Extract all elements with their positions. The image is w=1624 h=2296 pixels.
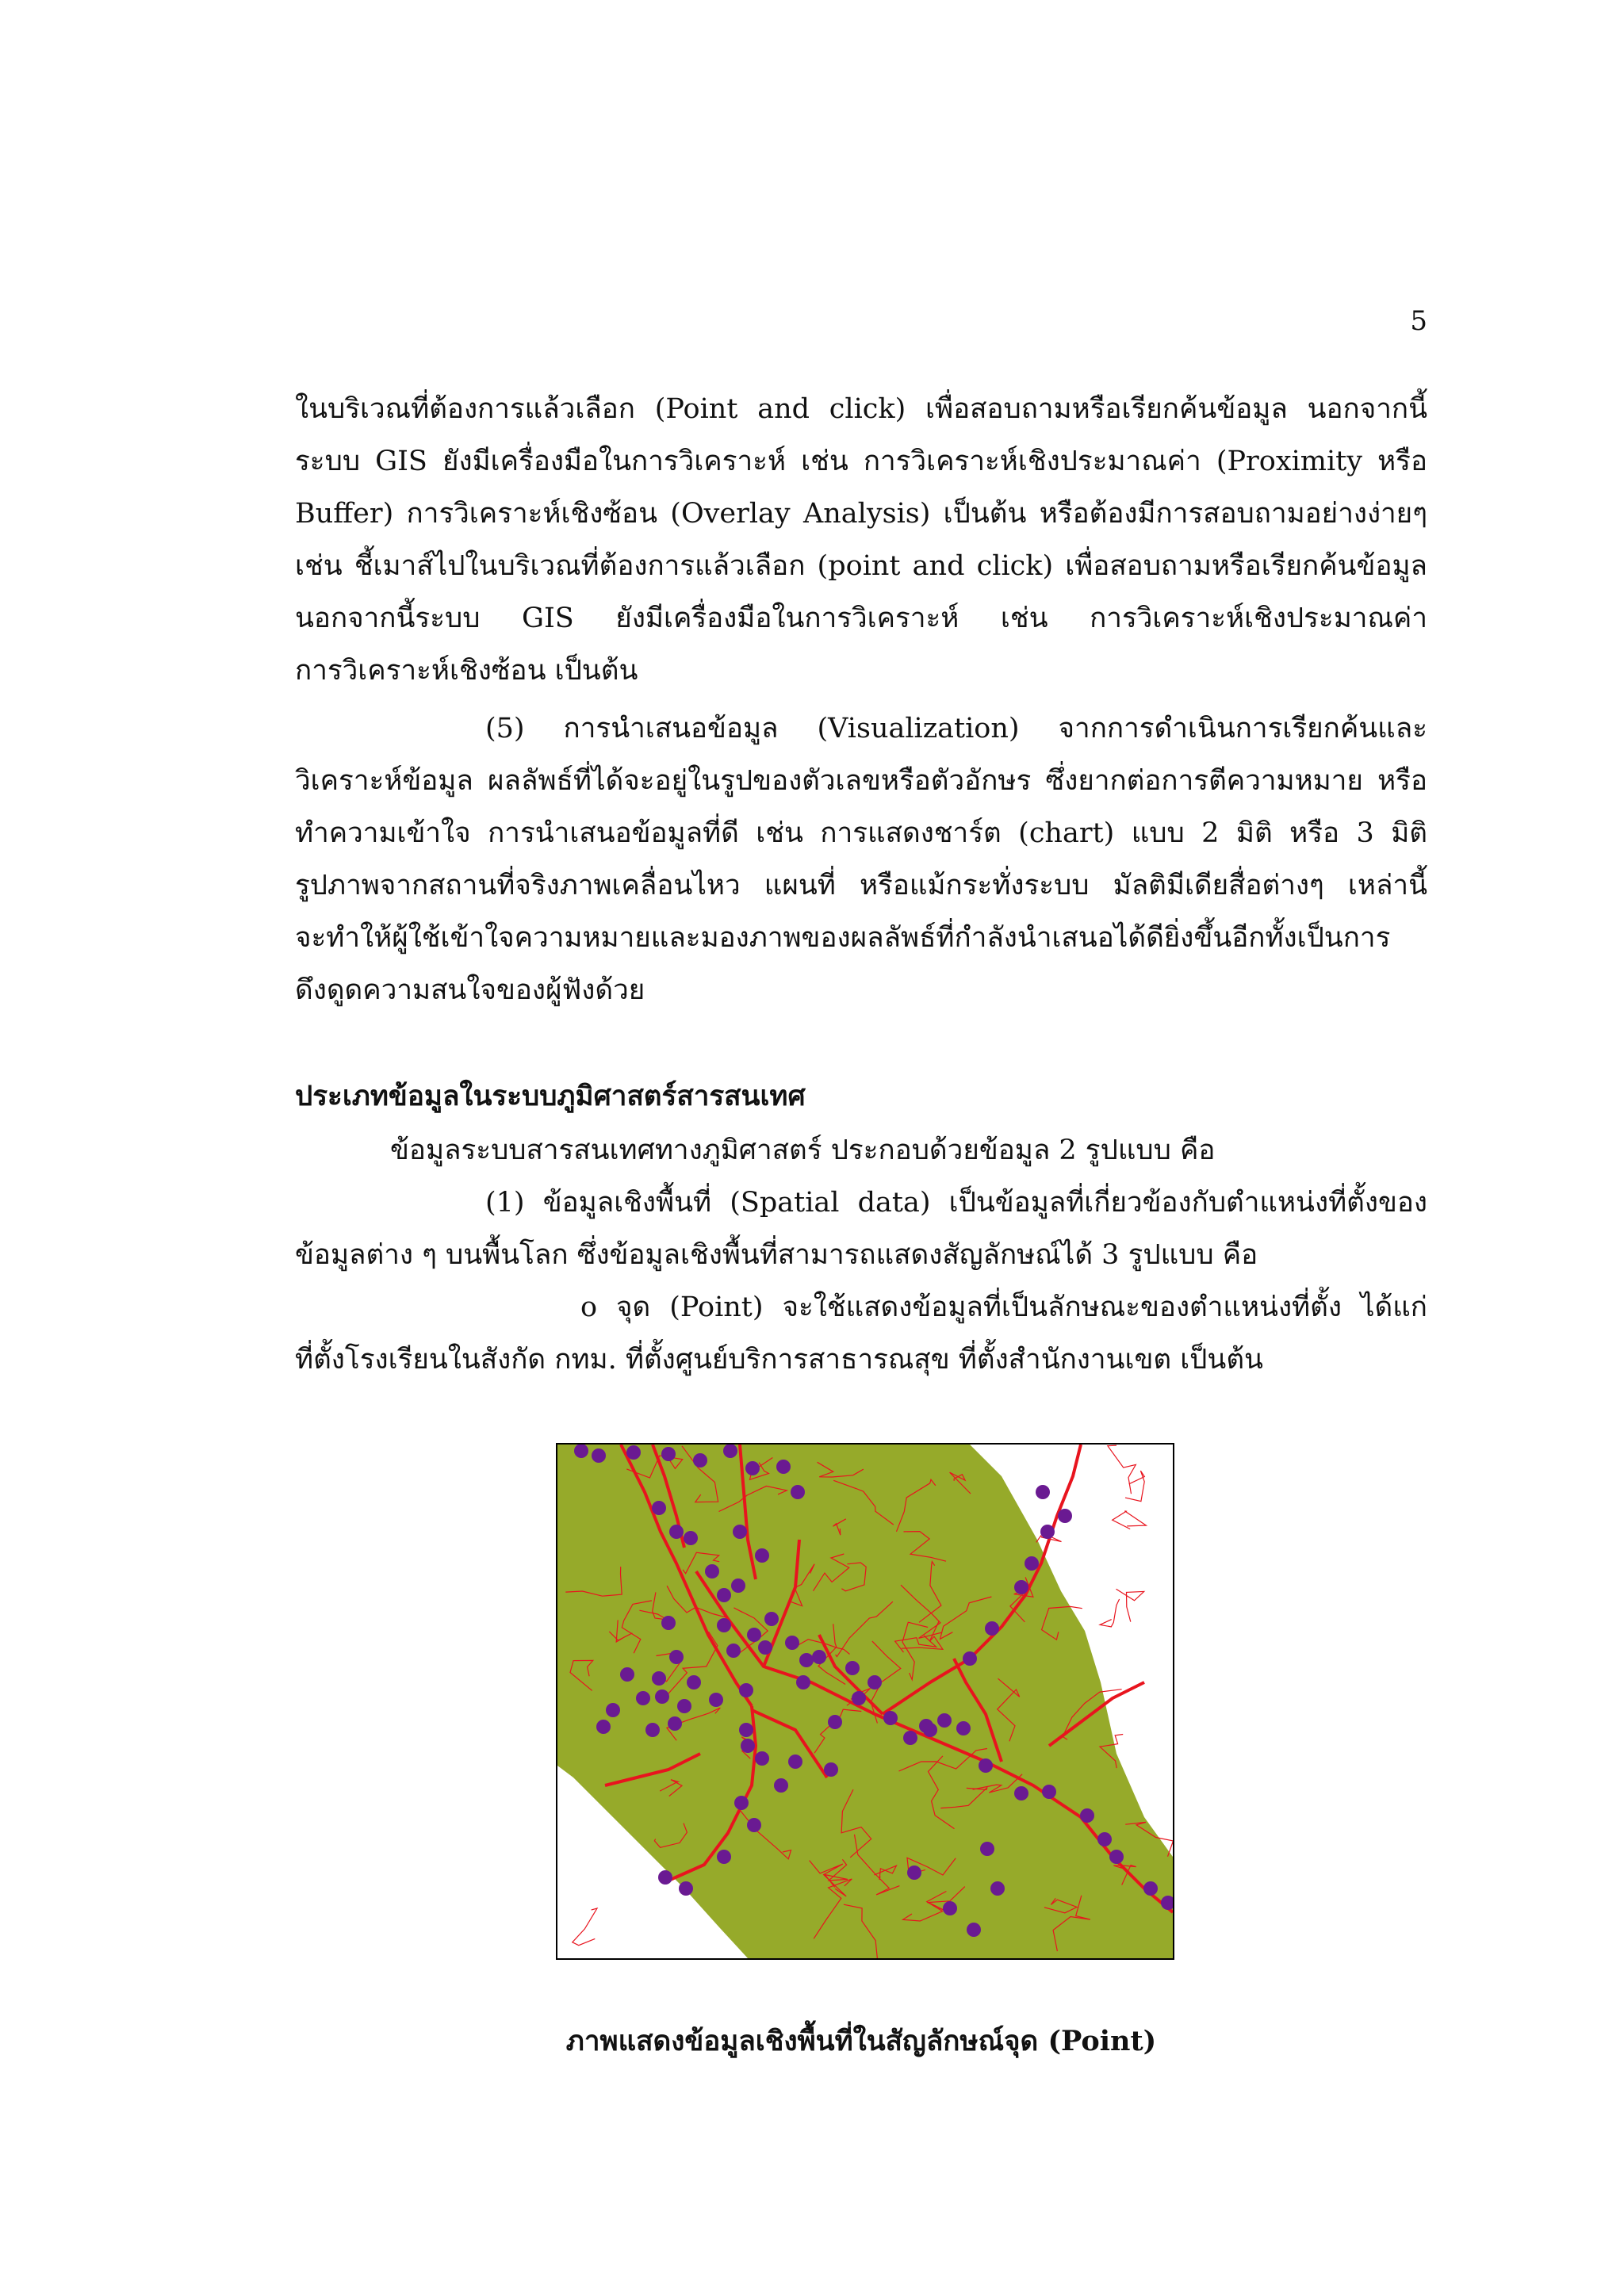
paragraph-gis-analysis: [295, 383, 1427, 697]
point-symbol: [1080, 1808, 1094, 1823]
point-symbol: [1040, 1525, 1055, 1539]
point-symbol: [668, 1716, 682, 1731]
point-symbol: [1143, 1881, 1158, 1896]
point-symbol: [731, 1578, 745, 1593]
point-symbol: [774, 1778, 788, 1793]
point-symbol: [1014, 1786, 1028, 1800]
text-line: ดึงดูดความสนใจของผู้ฟังด้วย: [295, 974, 645, 1006]
point-symbol: [755, 1548, 769, 1563]
point-symbol: [726, 1644, 741, 1658]
point-symbol: [652, 1501, 666, 1515]
text-line: (1) ข้อมูลเชิงพื้นที่ (Spatial data) เป็นข้อมูลที่เกี่ยวข้องกับตำแหน่งที่ตั้งของ: [485, 1187, 1427, 1219]
minor-road: [1100, 1599, 1120, 1627]
point-symbol: [758, 1640, 772, 1655]
point-symbol: [1058, 1509, 1072, 1523]
point-symbol: [907, 1866, 921, 1880]
point-symbol: [824, 1762, 838, 1777]
point-symbol: [785, 1636, 799, 1650]
point-symbol: [693, 1453, 707, 1468]
point-symbol: [655, 1689, 669, 1704]
point-symbol: [967, 1923, 981, 1937]
point-symbol: [596, 1720, 611, 1734]
text-line: รูปภาพจากสถานที่จริงภาพเคลื่อนไหว แผนที่ หรือแม้กระทั่งระบบ มัลติมีเดียสื่อต่างๆ เหล่านี้: [295, 870, 1427, 901]
point-symbol: [956, 1721, 971, 1735]
point-symbol: [1109, 1850, 1124, 1864]
point-symbol: [883, 1711, 898, 1725]
point-symbol: [705, 1564, 719, 1578]
paragraph-visualization: [295, 702, 1427, 1016]
point-symbol: [661, 1447, 676, 1461]
text-line: จะทำให้ผู้ใช้เข้าใจความหมายและมองภาพของผลลัพธ์ที่กำลังนำเสนอได้ดียิ่งขึ้นอีกทั้งเป็นการ: [295, 922, 1391, 954]
point-symbol: [1025, 1556, 1039, 1571]
point-symbol: [684, 1531, 698, 1545]
point-symbol: [745, 1461, 760, 1475]
point-symbol: [739, 1683, 753, 1697]
point-symbol: [636, 1691, 650, 1705]
point-symbol: [923, 1723, 937, 1737]
point-symbol: [606, 1703, 620, 1717]
point-symbol: [755, 1751, 769, 1766]
paragraph-point: [295, 1281, 1427, 1386]
point-symbol: [979, 1758, 993, 1773]
point-symbol: [828, 1715, 842, 1729]
point-symbol: [669, 1525, 684, 1539]
point-symbol: [739, 1723, 753, 1737]
point-symbol: [658, 1870, 672, 1885]
point-symbol: [903, 1731, 917, 1745]
text-line: ข้อมูลระบบสารสนเทศทางภูมิศาสตร์ ประกอบด้วยข้อมูล 2 รูปแบบ คือ: [390, 1135, 1216, 1166]
figure-caption: ภาพแสดงข้อมูลเชิงพื้นที่ในสัญลักษณ์จุด (Point): [565, 2025, 1157, 2057]
minor-road: [1116, 1589, 1144, 1621]
point-symbol: [1097, 1832, 1112, 1846]
point-symbol: [852, 1691, 866, 1705]
point-symbol: [796, 1675, 810, 1689]
point-symbol: [788, 1755, 802, 1769]
section-heading: ประเภทข้อมูลในระบบภูมิศาสตร์สารสนเทศ: [295, 1080, 806, 1112]
point-symbol: [709, 1693, 723, 1707]
point-symbol: [1036, 1485, 1050, 1499]
point-symbol: [687, 1675, 701, 1689]
minor-road: [1113, 1511, 1147, 1529]
point-symbol: [980, 1842, 994, 1856]
point-symbol: [1042, 1785, 1056, 1799]
point-symbol: [592, 1448, 606, 1463]
point-symbol: [652, 1671, 666, 1686]
point-symbol: [937, 1713, 952, 1728]
text-line: วิเคราะห์ข้อมูล ผลลัพธ์ที่ได้จะอยู่ในรูปของตัวเลขหรือตัวอักษร ซึ่งยากต่อการตีความหมาย หรือ: [295, 765, 1427, 797]
point-symbol: [868, 1675, 882, 1689]
map-image: [557, 1445, 1173, 1958]
text-line: การวิเคราะห์เชิงซ้อน เป็นต้น: [295, 655, 638, 687]
point-symbol: [741, 1739, 755, 1753]
minor-road: [1125, 1471, 1144, 1502]
point-symbol: [990, 1881, 1005, 1896]
text-line: นอกจากนี้ระบบ GIS ยังมีเครื่องมือในการวิเคราะห์ เช่น การวิเคราะห์เชิงประมาณค่า: [295, 603, 1427, 634]
point-symbol: [747, 1628, 761, 1642]
point-symbol: [791, 1485, 805, 1499]
text-line: (5) การนำเสนอข้อมูล (Visualization) จากการดำเนินการเรียกค้นและ: [485, 713, 1427, 744]
point-symbol: [845, 1661, 860, 1675]
point-symbol: [717, 1588, 731, 1602]
text-line: ระบบ GIS ยังมีเครื่องมือในการวิเคราะห์ เช่น การวิเคราะห์เชิงประมาณค่า (Proximity หรือ: [295, 446, 1427, 477]
page-number: 5: [1410, 305, 1427, 337]
minor-road: [1108, 1445, 1136, 1494]
minor-road: [573, 1908, 597, 1946]
text-line: ข้อมูลต่าง ๆ บนพื้นโลก ซึ่งข้อมูลเชิงพื้นที่สามารถแสดงสัญลักษณ์ได้ 3 รูปแบบ คือ: [295, 1239, 1258, 1271]
point-symbol: [1014, 1580, 1028, 1594]
point-symbol: [645, 1723, 660, 1737]
point-symbol: [812, 1650, 826, 1664]
paragraph-spatial-data: [295, 1177, 1427, 1281]
point-symbol: [734, 1796, 749, 1810]
point-data-map: [556, 1443, 1174, 1960]
point-symbol: [679, 1881, 693, 1896]
point-symbol: [764, 1612, 779, 1626]
point-symbol: [717, 1850, 731, 1864]
point-symbol: [943, 1901, 957, 1915]
text-line: ทำความเข้าใจ การนำเสนอข้อมูลที่ดี เช่น การแสดงชาร์ต (chart) แบบ 2 มิติ หรือ 3 มิติ: [295, 817, 1427, 849]
text-line: เช่น ชี้เมาส์ไปในบริเวณที่ต้องการแล้วเลือก (point and click) เพื่อสอบถามหรือเรียกค้นข้อมูล: [295, 550, 1427, 582]
point-symbol: [776, 1460, 791, 1474]
intro-line: [295, 1124, 1427, 1177]
text-line: ที่ตั้งโรงเรียนในสังกัด กทม. ที่ตั้งศูนย์บริการสาธารณสุข ที่ตั้งสำนักงานเขต เป็นต้น: [295, 1344, 1263, 1376]
text-line: ในบริเวณที่ต้องการแล้วเลือก (Point and click) เพื่อสอบถามหรือเรียกค้นข้อมูล นอกจากนี้: [295, 393, 1427, 425]
point-symbol: [985, 1621, 999, 1636]
point-symbol: [963, 1651, 977, 1666]
point-symbol: [717, 1618, 731, 1632]
point-symbol: [661, 1616, 676, 1630]
point-symbol: [677, 1699, 691, 1713]
point-symbol: [733, 1525, 747, 1539]
point-symbol: [799, 1653, 814, 1667]
point-symbol: [669, 1650, 684, 1664]
text-line: Buffer) การวิเคราะห์เชิงซ้อน (Overlay Analysis) เป็นต้น หรือต้องมีการสอบถามอย่างง่ายๆ: [295, 498, 1427, 530]
text-line: o จุด (Point) จะใช้แสดงข้อมูลที่เป็นลักษณะของตำแหน่งที่ตั้ง ได้แก่: [580, 1292, 1427, 1323]
point-symbol: [626, 1445, 641, 1460]
point-symbol: [620, 1667, 634, 1682]
point-symbol: [747, 1818, 761, 1832]
